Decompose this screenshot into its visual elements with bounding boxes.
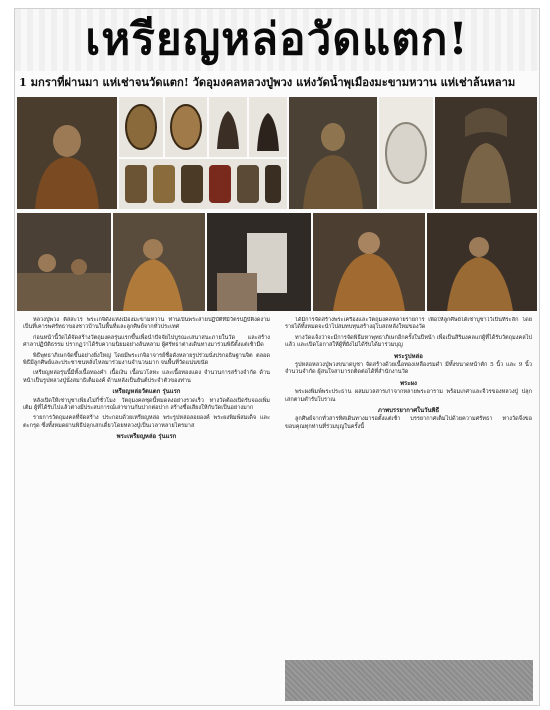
article-body (23, 317, 533, 701)
paragraph: ได้มีการจัดสร้างพระเครื่องและวัตถุมงคลหลายรายการ เพื่อให้ลูกศิษย์ได้เช่าบูชาไว้เป็นที่ระลึก โดยรายได้ทั้งหมดจะนำไปสมทบทุนสร้างอุโบสถหลังใหม่ของวัด (285, 317, 532, 331)
buddha-naga-photo (435, 97, 537, 209)
paragraph: หลวงปู่พวง ติสสะโร พระเกจิดังแห่งเมืองมะขามหวาน ท่านเป็นพระสายปฏิบัติที่มีวัตรปฏิบัติงดงาม เป็นที่เคารพศรัทธาของชาวบ้านในพื้นที่และลูกศิษย์จากทั่วประเทศ (23, 317, 270, 331)
subheadline: 1 มกราที่ผ่านมา แห่เช่าจนวัดแตก! วัดอุมงคลหลวงปู่พวง แห่งวัดน้ำพุเมืองมะขามหวาน แห่เช่าล้นหลาม (19, 75, 516, 89)
paragraph: หลังเปิดให้เช่าบูชาเพียงไม่กี่ชั่วโมง วัตถุมงคลชุดนี้หมดลงอย่างรวดเร็ว ทางวัดต้องเปิดรับจองเพิ่มเติม ผู้ที่ได้รับไปแล้วต่างมีประสบการณ์เล่าขานกันปากต่อปาก สร้างชื่อเสียงให้กับวัดเป็นอย่างมาก (23, 397, 270, 412)
section-heading: ภาพบรรยากาศในวันพิธี (377, 407, 440, 415)
section-heading: พระผง (400, 379, 417, 387)
coin-front-photo (119, 97, 163, 157)
ceremony-photo (113, 213, 205, 311)
redacted-block (285, 660, 533, 701)
cast-amulet-photo (209, 97, 247, 157)
photo-collage (17, 97, 537, 311)
monk-blessing-photo (207, 213, 311, 311)
paragraph: ก่อนหน้านี้วัดได้จัดสร้างวัตถุมงคลรุ่นแรกขึ้นเพื่อนำปัจจัยไปบูรณะเสนาสนะภายในวัด และสร้างศาลาปฏิบัติธรรม ปรากฏว่าได้รับความนิยมอย่างล้นหลาม ผู้ศรัทธาต่างเดินทางมาร่วมพิธีตั้งแต่เช้ามืด (23, 334, 270, 349)
headline: เหรียญหล่อวัดแตก! (85, 14, 469, 65)
monk-statue-photo (289, 97, 377, 209)
small-amulet-photo (249, 97, 287, 157)
paragraph: พิธีพุทธาภิเษกจัดขึ้นอย่างยิ่งใหญ่ โดยมีพระเกจิอาจารย์ชื่อดังหลายรูปร่วมนั่งปรกอธิษฐานจิต ตลอดพิธีมีลูกศิษย์และประชาชนหลั่งไหลมาร่วมงานจำนวนมาก จนพื้นที่วัดแน่นขนัด (23, 352, 270, 367)
article-column-right (285, 317, 532, 701)
paragraph: ลูกศิษย์จากทั่วสารทิศเดินทางมารอตั้งแต่เช้า บรรยากาศเต็มไปด้วยความศรัทธา ทางวัดจึงขอขอบคุณทุกท่านที่ร่วมบุญในครั้งนี้ (285, 416, 532, 430)
paragraph: รายการวัตถุมงคลที่จัดสร้าง ประกอบด้วยเหรียญหล่อ พระรูปหล่อลอยองค์ พระผงพิมพ์สมเด็จ และตะกรุด ซึ่งทั้งหมดผ่านพิธีปลุกเสกเดี่ยวโดยหลวงปู่เป็นเวลาหลายไตรมาส (23, 415, 270, 429)
paragraph: รูปหล่อหลวงปู่พวงขนาดบูชา จัดสร้างด้วยเนื้อทองเหลืองรมดำ มีทั้งขนาดหน้าตัก 5 นิ้ว และ 9 นิ้ว จำนวนจำกัด ผู้สนใจสามารถติดต่อได้ที่สำนักงานวัด (285, 362, 532, 376)
section-heading: เหรียญหล่อวัดแตก รุ่นแรก (112, 388, 181, 396)
section-heading: พระเหรียญหล่อ รุ่นแรก (116, 433, 177, 441)
temple-crowd-photo (17, 213, 111, 311)
devotees-photo (313, 213, 425, 311)
paragraph: เหรียญหล่อรุ่นนี้มีทั้งเนื้อทองคำ เนื้อเงิน เนื้อนวโลหะ และเนื้อทองแดง จำนวนการสร้างจำกัด ด้านหน้าเป็นรูปหลวงปู่นั่งสมาธิเต็มองค์ ด้านหลังเป็นยันต์ประจำตัวของท่าน (23, 370, 270, 384)
amulet-set-photo (119, 159, 287, 209)
monk-portrait-photo (17, 97, 117, 209)
article-column-left (23, 317, 270, 701)
newspaper-page (14, 8, 540, 706)
section-heading: พระรูปหล่อ (394, 352, 423, 360)
coin-closeup-photo (379, 97, 433, 209)
temple-sign-photo (427, 213, 537, 311)
paragraph: ทางวัดแจ้งว่าจะมีการจัดพิธีมหาพุทธาภิเษกอีกครั้งในปีหน้า เพื่อเป็นสิริมงคลแก่ผู้ที่ได้รับวัตถุมงคลไปแล้ว และเปิดโอกาสให้ผู้ที่ยังไม่ได้รับได้มาร่วมบุญ (285, 334, 532, 349)
paragraph: พระผงพิมพ์พระประธาน ผสมมวลสารเก่าจากหลายพระอาราม พร้อมเกศาและจีวรของหลวงปู่ ปลุกเสกตามตำรับโบราณ (285, 389, 532, 403)
coin-back-photo (165, 97, 207, 157)
